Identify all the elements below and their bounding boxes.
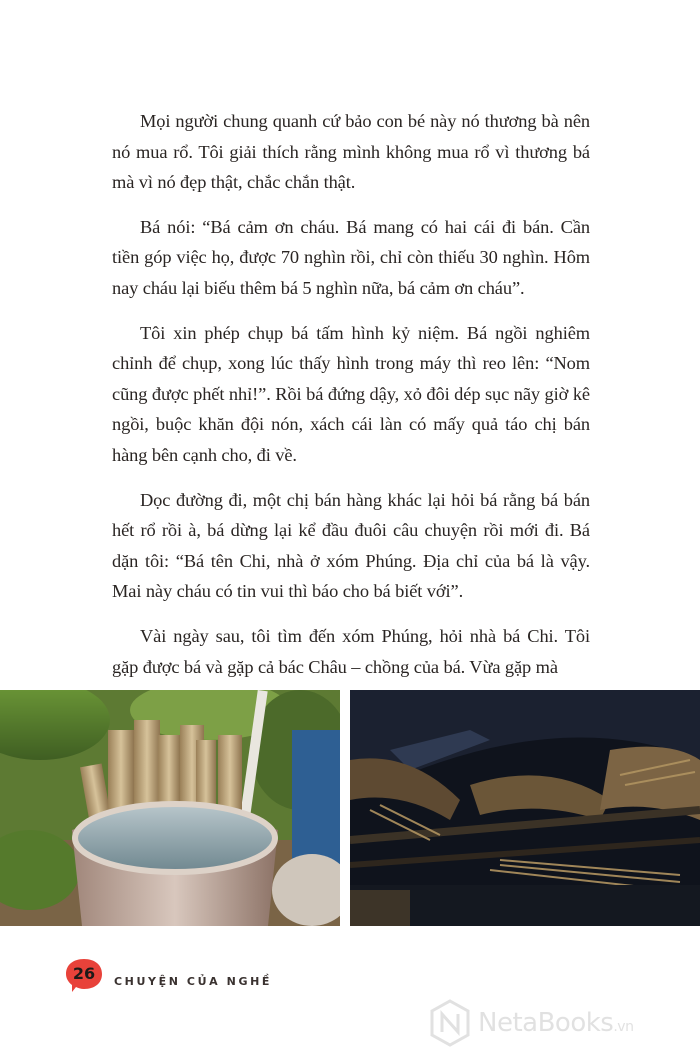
watermark-text — [478, 1008, 633, 1038]
running-title: CHUYỆN CỦA NGHỀ — [114, 975, 273, 988]
paragraph: Tôi xin phép chụp bá tấm hình kỷ niệm. Bá ngồi nghiêm chỉnh để chụp, xong lúc thấy hình trong máy thì reo lên: “Nom cũng được phết nhỉ!”. Rồi bá đứng dậy, xỏ đôi dép sục nãy giờ kê ngồi, buộc khăn đội nón, xách cái làn có mấy quả táo chị bán hàng bên cạnh cho, đi về. — [112, 322, 590, 465]
paragraph: Vài ngày sau, tôi tìm đến xóm Phúng, hỏi nhà bá Chi. Tôi gặp được bá và gặp cả bác Châu – chồng của bá. Vừa gặp mà — [112, 625, 590, 677]
page-footer — [64, 957, 464, 997]
roof-interior-illustration — [350, 690, 700, 926]
watermark-brand: NetaBooks — [478, 1008, 614, 1038]
paragraph: Mọi người chung quanh cứ bảo con bé này nó thương bà nên nó mua rổ. Tôi giải thích rằng mình không mua rổ vì thương bá mà vì nó đẹp thật, chắc chắn thật. — [112, 111, 590, 193]
bamboo-soaking-illustration — [0, 690, 340, 926]
page-number: 26 — [72, 964, 96, 983]
watermark-suffix: .vn — [613, 1019, 634, 1035]
bamboo-soaking-photo — [0, 690, 340, 926]
hexagon-logo-icon — [428, 998, 472, 1048]
paragraph: Bá nói: “Bá cảm ơn cháu. Bá mang có hai cái đi bán. Cần tiền góp việc họ, được 70 nghìn rồi, chỉ còn thiếu 30 nghìn. Hôm nay cháu lại biếu thêm bá 5 nghìn nữa, bá cảm ơn cháu”. — [112, 216, 590, 298]
publisher-watermark — [428, 998, 693, 1050]
body-text — [112, 106, 590, 696]
roof-interior-photo — [350, 690, 700, 926]
photo-strip — [0, 690, 700, 926]
paragraph: Dọc đường đi, một chị bán hàng khác lại hỏi bá rằng bá bán hết rổ rồi à, bá dừng lại kể đầu đuôi câu chuyện rồi mới đi. Bá dặn tôi: “Bá tên Chi, nhà ở xóm Phúng. Địa chỉ của bá là vậy. Mai này cháu có tin vui thì báo cho bá biết với”. — [112, 489, 590, 602]
